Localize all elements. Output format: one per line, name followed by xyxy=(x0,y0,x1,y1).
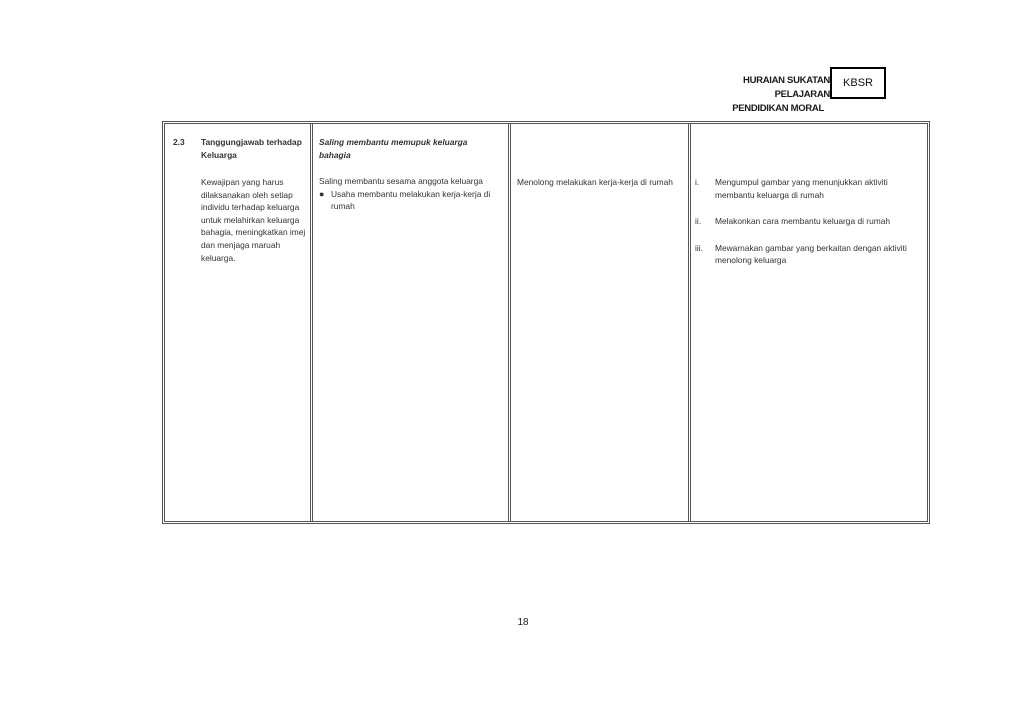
activities-cell xyxy=(695,176,921,281)
header-line-2: PENDIDIKAN MORAL xyxy=(732,103,824,114)
activity-text: Mewarnakan gambar yang berkaitan dengan aktiviti menolong keluarga xyxy=(715,242,907,266)
bullet-icon: ● xyxy=(319,188,325,199)
document-header xyxy=(690,74,830,116)
syllabus-table xyxy=(164,123,928,522)
column-divider-3 xyxy=(688,124,691,521)
activity-number: ii. xyxy=(695,216,702,227)
header-line-1: HURAIAN SUKATAN PELAJARAN xyxy=(743,75,830,100)
activity-number: i. xyxy=(695,177,700,187)
activity-item xyxy=(695,242,921,267)
topic-description: Kewajipan yang harus dilaksanakan oleh setiap individu terhadap keluarga untuk melahirkan keluarga bahagia, meningkatkan imej dan menjaga maruah keluarga. xyxy=(201,177,306,263)
outcome-cell xyxy=(517,176,685,189)
activity-text: Melakonkan cara membantu keluarga di rumah xyxy=(715,216,891,227)
subtopic-bullet xyxy=(319,188,505,213)
kbsr-badge: KBSR xyxy=(830,67,886,99)
activity-item xyxy=(695,176,921,201)
activity-text: Mengumpul gambar yang menunjukkan aktiviti membantu keluarga di rumah xyxy=(715,177,888,200)
subtopic-bullet-text: Usaha membantu melakukan kerja-kerja di rumah xyxy=(331,188,491,212)
activity-number: iii. xyxy=(695,242,703,253)
topic-number: 2.3 xyxy=(173,137,185,147)
page-number: 18 xyxy=(517,617,529,628)
subtopic-cell xyxy=(319,136,509,213)
subtopic-title: Saling membantu memupuk keluarga bahagia xyxy=(319,137,468,160)
subtopic-text: Saling membantu sesama anggota keluarga xyxy=(319,176,483,187)
learning-outcome: Menolong melakukan kerja-kerja di rumah xyxy=(517,177,673,187)
activity-item xyxy=(695,215,921,228)
topic-title: Tanggungjawab terhadap Keluarga xyxy=(201,137,302,160)
